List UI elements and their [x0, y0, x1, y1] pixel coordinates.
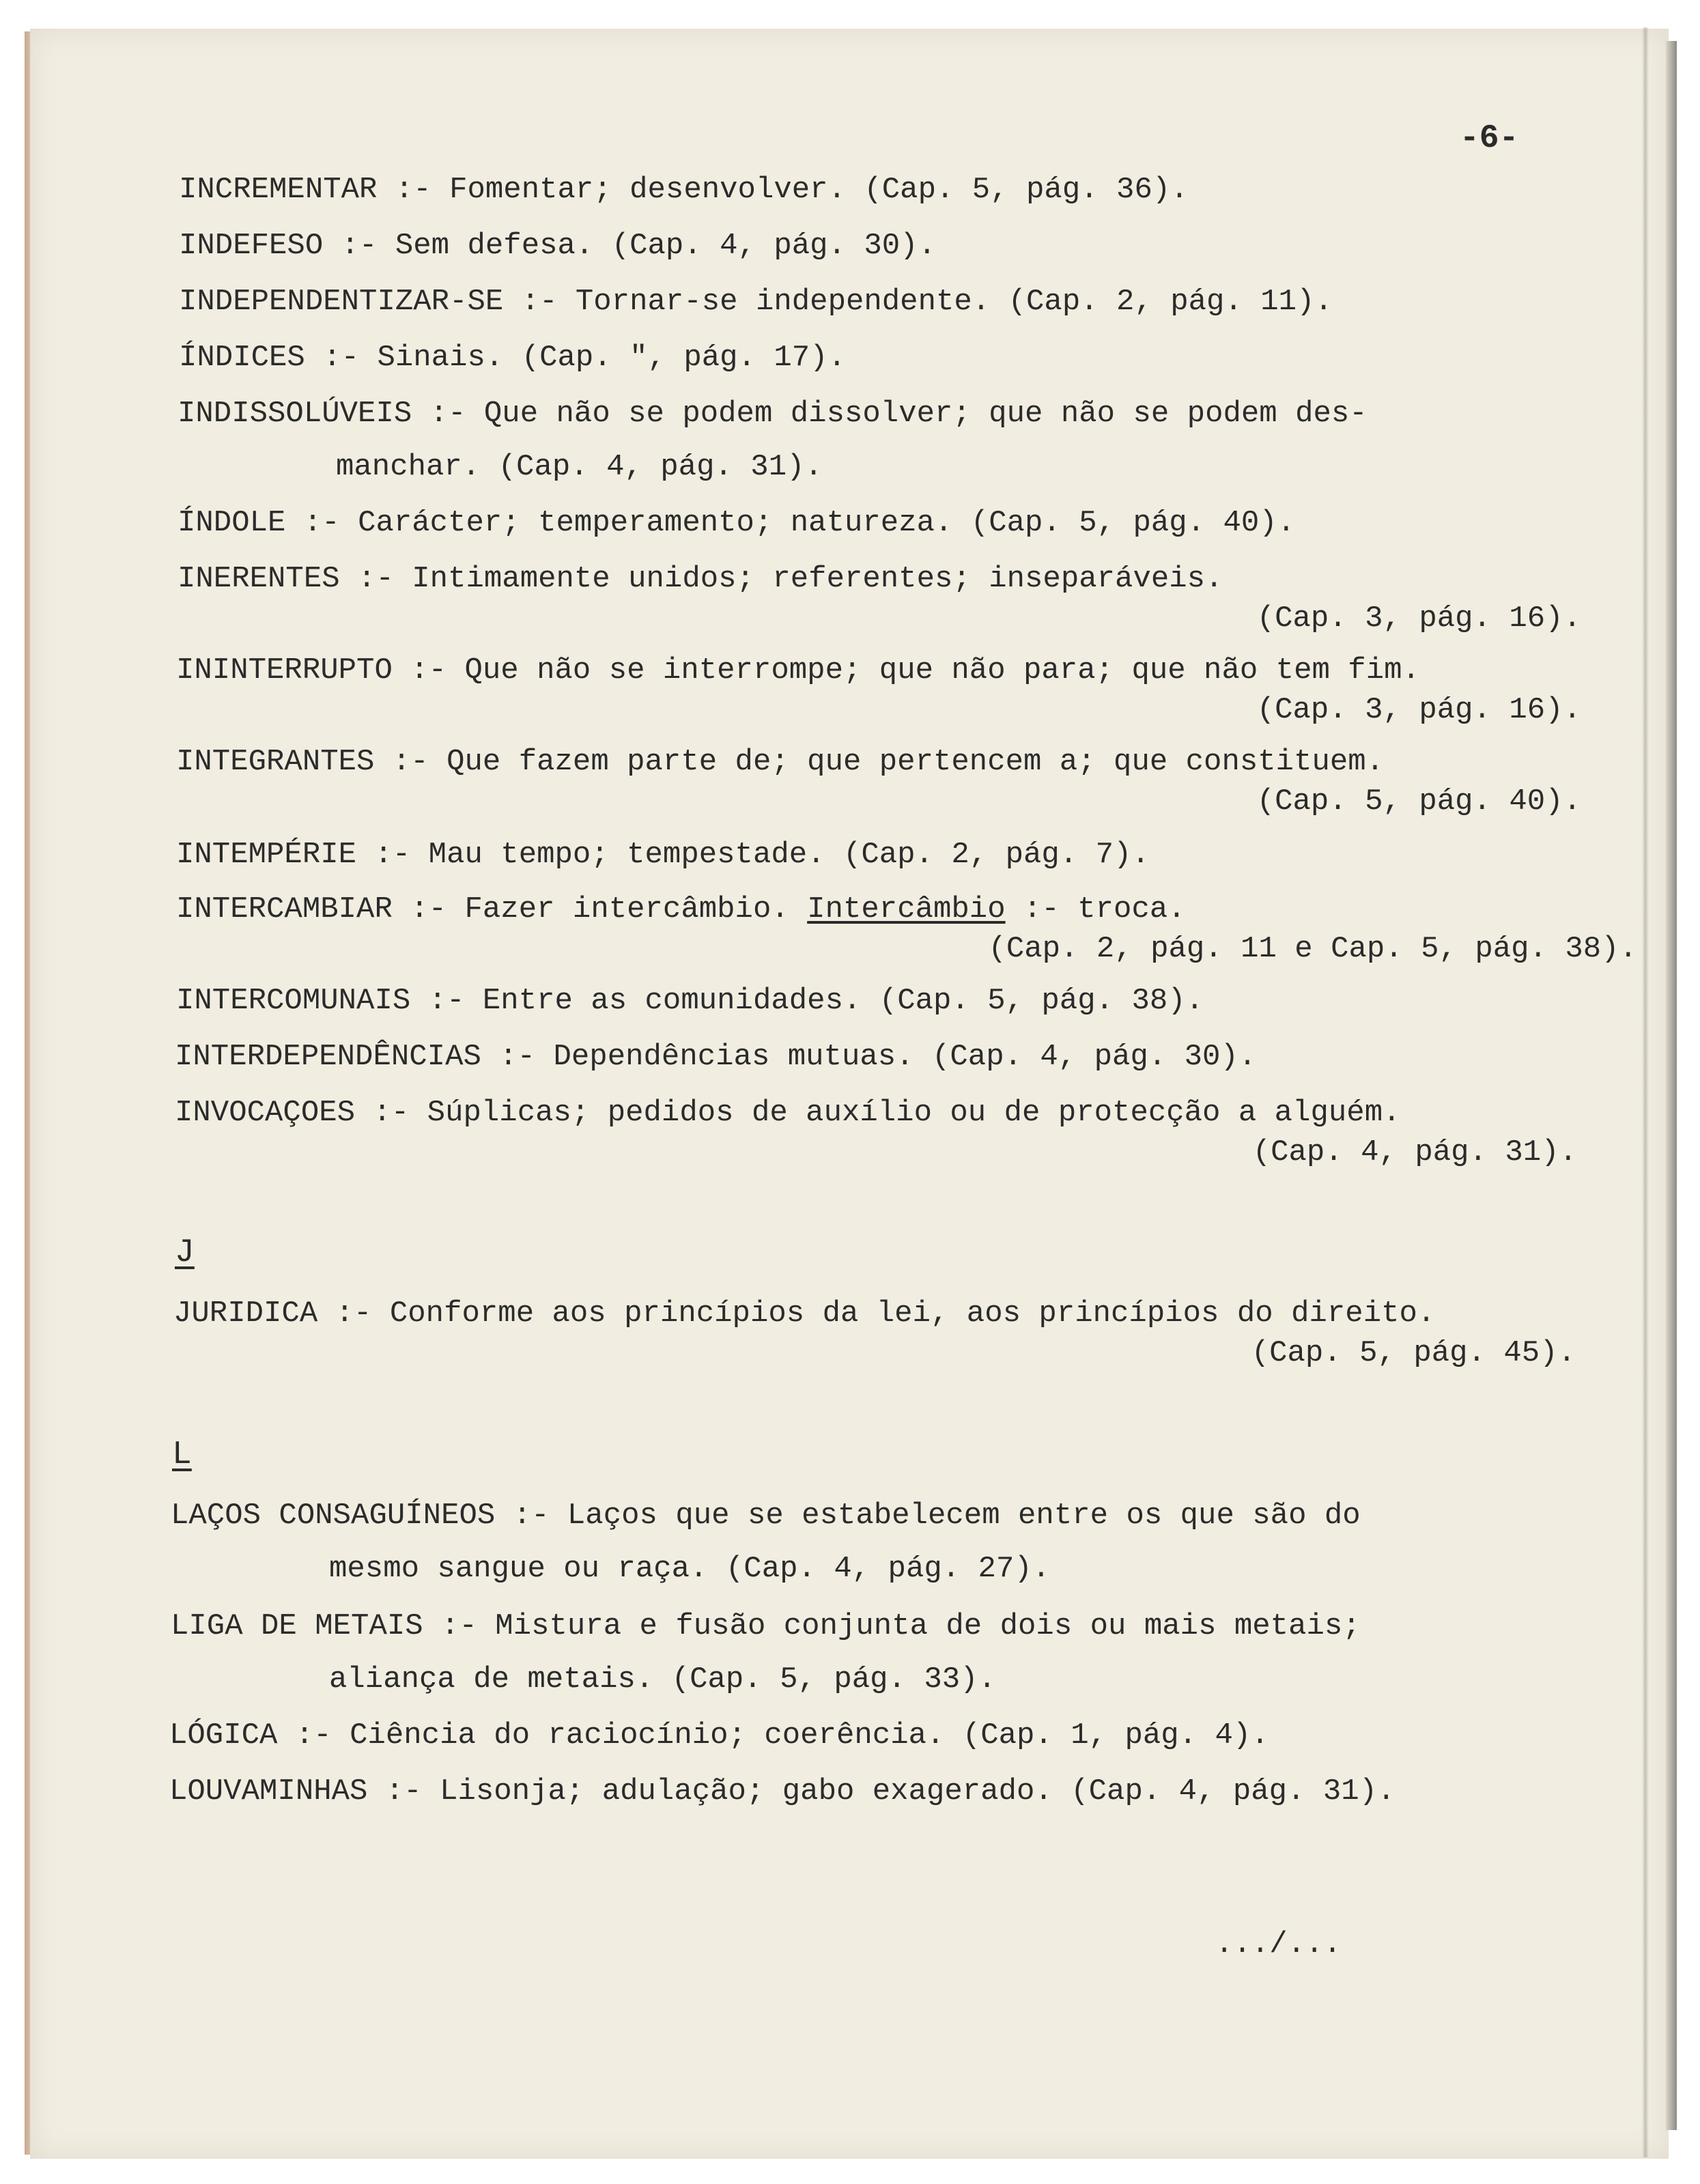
entry-term: JURIDICA	[173, 1296, 318, 1331]
entry-term: INTERCAMBIAR	[176, 892, 393, 926]
entry-intercambiar	[176, 889, 1186, 930]
entry-indissoluveis	[178, 393, 1368, 434]
entry-term: LIGA DE METAIS	[171, 1609, 423, 1643]
entry-separator: :-	[392, 653, 465, 687]
entry-definition: Carácter; temperamento; natureza. (Cap. 5, pág. 40).	[358, 506, 1296, 540]
page-fold-shadow	[1642, 27, 1649, 2157]
entry-term: INERENTES	[178, 562, 340, 596]
entry-interdependencias	[175, 1036, 1256, 1077]
continuation-mark: .../...	[1215, 1927, 1342, 1961]
entry-term: LAÇOS CONSAGUÍNEOS	[171, 1499, 496, 1533]
section-letter-j: J	[175, 1234, 195, 1271]
entry-term: LÓGICA	[169, 1718, 278, 1753]
entry-separator: :-	[285, 506, 358, 540]
entry-definition: Tornar-se independente. (Cap. 2, pág. 11).	[575, 285, 1333, 319]
entry-separator: :-	[304, 341, 378, 375]
entry-definition: Lisonja; adulação; gabo exagerado. (Cap. 4, pág. 31).	[440, 1774, 1396, 1809]
entry-definition: Sem defesa. (Cap. 4, pág. 30).	[395, 229, 936, 263]
entry-separator: :-	[355, 1096, 427, 1130]
entry-separator: :-	[356, 838, 429, 872]
entry-inerentes	[178, 558, 1223, 599]
entry-definition: Dependências mutuas. (Cap. 4, pág. 30).	[553, 1040, 1257, 1074]
entry-continuation: mesmo sangue ou raça. (Cap. 4, pág. 27).	[329, 1552, 1051, 1586]
entry-term: ININTERRUPTO	[176, 653, 393, 687]
entry-definition: Que não se interrompe; que não para; que não tem fim.	[464, 653, 1420, 687]
entry-reference: (Cap. 4, pág. 31).	[1252, 1135, 1577, 1169]
entry-reference: (Cap. 5, pág. 40).	[1256, 784, 1581, 819]
entry-reference: (Cap. 3, pág. 16).	[1256, 601, 1581, 636]
entry-independentizar-se	[179, 281, 1333, 322]
entry-separator: :-	[481, 1040, 554, 1074]
entry-indices	[179, 337, 846, 378]
entry-separator: :-	[503, 285, 576, 319]
page-number: -6-	[1460, 120, 1519, 157]
entry-separator: :-	[317, 1296, 390, 1331]
entry-definition: Fazer intercâmbio.	[464, 892, 808, 926]
entry-definition: Que não se podem dissolver; que não se podem des-	[483, 397, 1368, 431]
entry-louvaminhas	[169, 1771, 1396, 1812]
entry-logica	[169, 1715, 1269, 1756]
entry-ininterrupto	[176, 650, 1420, 691]
entry-incrementar	[179, 169, 1189, 210]
entry-separator: :-	[367, 1774, 440, 1809]
entry-separator: :-	[377, 173, 450, 207]
entry-separator: :-	[339, 562, 412, 596]
section-letter-l: L	[172, 1436, 192, 1473]
entry-separator: :-	[277, 1718, 350, 1753]
entry-separator: :-	[495, 1499, 567, 1533]
entry-intercomunais	[176, 980, 1204, 1021]
entry-separator: :-	[412, 397, 484, 431]
entry-juridica	[173, 1293, 1435, 1334]
entry-sub-term: Intercâmbio	[807, 892, 1006, 926]
entry-continuation: manchar. (Cap. 4, pág. 31).	[336, 450, 823, 484]
entry-term: LOUVAMINHAS	[169, 1774, 368, 1809]
entry-reference: (Cap. 3, pág. 16).	[1256, 693, 1581, 727]
entry-term: ÍNDICES	[179, 341, 305, 375]
entry-separator: :-	[410, 984, 483, 1018]
entry-definition: Conforme aos princípios da lei, aos princípios do direito.	[389, 1296, 1436, 1331]
entry-term: INTEGRANTES	[176, 745, 375, 779]
entry-invocacoes	[175, 1092, 1401, 1133]
entry-term: INDEPENDENTIZAR-SE	[179, 285, 504, 319]
entry-definition: Laços que se estabelecem entre os que são do	[567, 1499, 1361, 1533]
entry-reference: (Cap. 5, pág. 45).	[1251, 1336, 1576, 1370]
entry-term: INCREMENTAR	[179, 173, 378, 207]
entry-term: INDEFESO	[179, 229, 324, 263]
entry-term: INTERCOMUNAIS	[176, 984, 411, 1018]
entry-separator: :-	[374, 745, 447, 779]
entry-definition: Entre as comunidades. (Cap. 5, pág. 38).	[482, 984, 1204, 1018]
entry-definition: Fomentar; desenvolver. (Cap. 5, pág. 36).	[449, 173, 1189, 207]
entry-term: INTERDEPENDÊNCIAS	[175, 1040, 481, 1074]
entry-integrantes	[176, 741, 1384, 782]
entry-indole	[178, 502, 1295, 543]
entry-separator: :-	[392, 892, 465, 926]
entry-lacos-consaguineos	[171, 1495, 1361, 1536]
entry-indefeso	[179, 225, 936, 266]
entry-term: INVOCAÇOES	[175, 1096, 356, 1130]
entry-term: ÍNDOLE	[178, 506, 286, 540]
entry-liga-de-metais	[171, 1606, 1361, 1647]
page-right-edge	[1666, 41, 1677, 2130]
entry-term: INDISSOLÚVEIS	[178, 397, 412, 431]
entry-separator: :-	[323, 229, 395, 263]
entry-definition: Ciência do raciocínio; coerência. (Cap. 1, pág. 4).	[350, 1718, 1269, 1753]
entry-definition: Súplicas; pedidos de auxílio ou de protecção a alguém.	[427, 1096, 1401, 1130]
entry-definition: Sinais. (Cap. ", pág. 17).	[377, 341, 846, 375]
entry-reference: (Cap. 2, pág. 11 e Cap. 5, pág. 38).	[988, 932, 1637, 966]
entry-intemperie	[176, 834, 1150, 875]
entry-continuation: aliança de metais. (Cap. 5, pág. 33).	[329, 1662, 996, 1697]
entry-term: INTEMPÉRIE	[176, 838, 357, 872]
entry-definition: Mau tempo; tempestade. (Cap. 2, pág. 7).	[428, 838, 1150, 872]
entry-definition: Mistura e fusão conjunta de dois ou mais metais;	[495, 1609, 1361, 1643]
entry-definition: Que fazem parte de; que pertencem a; que constituem.	[447, 745, 1385, 779]
entry-definition: Intimamente unidos; referentes; inseparáveis.	[412, 562, 1223, 596]
entry-sub-definition: :- troca.	[1005, 892, 1186, 926]
entry-separator: :-	[423, 1609, 496, 1643]
